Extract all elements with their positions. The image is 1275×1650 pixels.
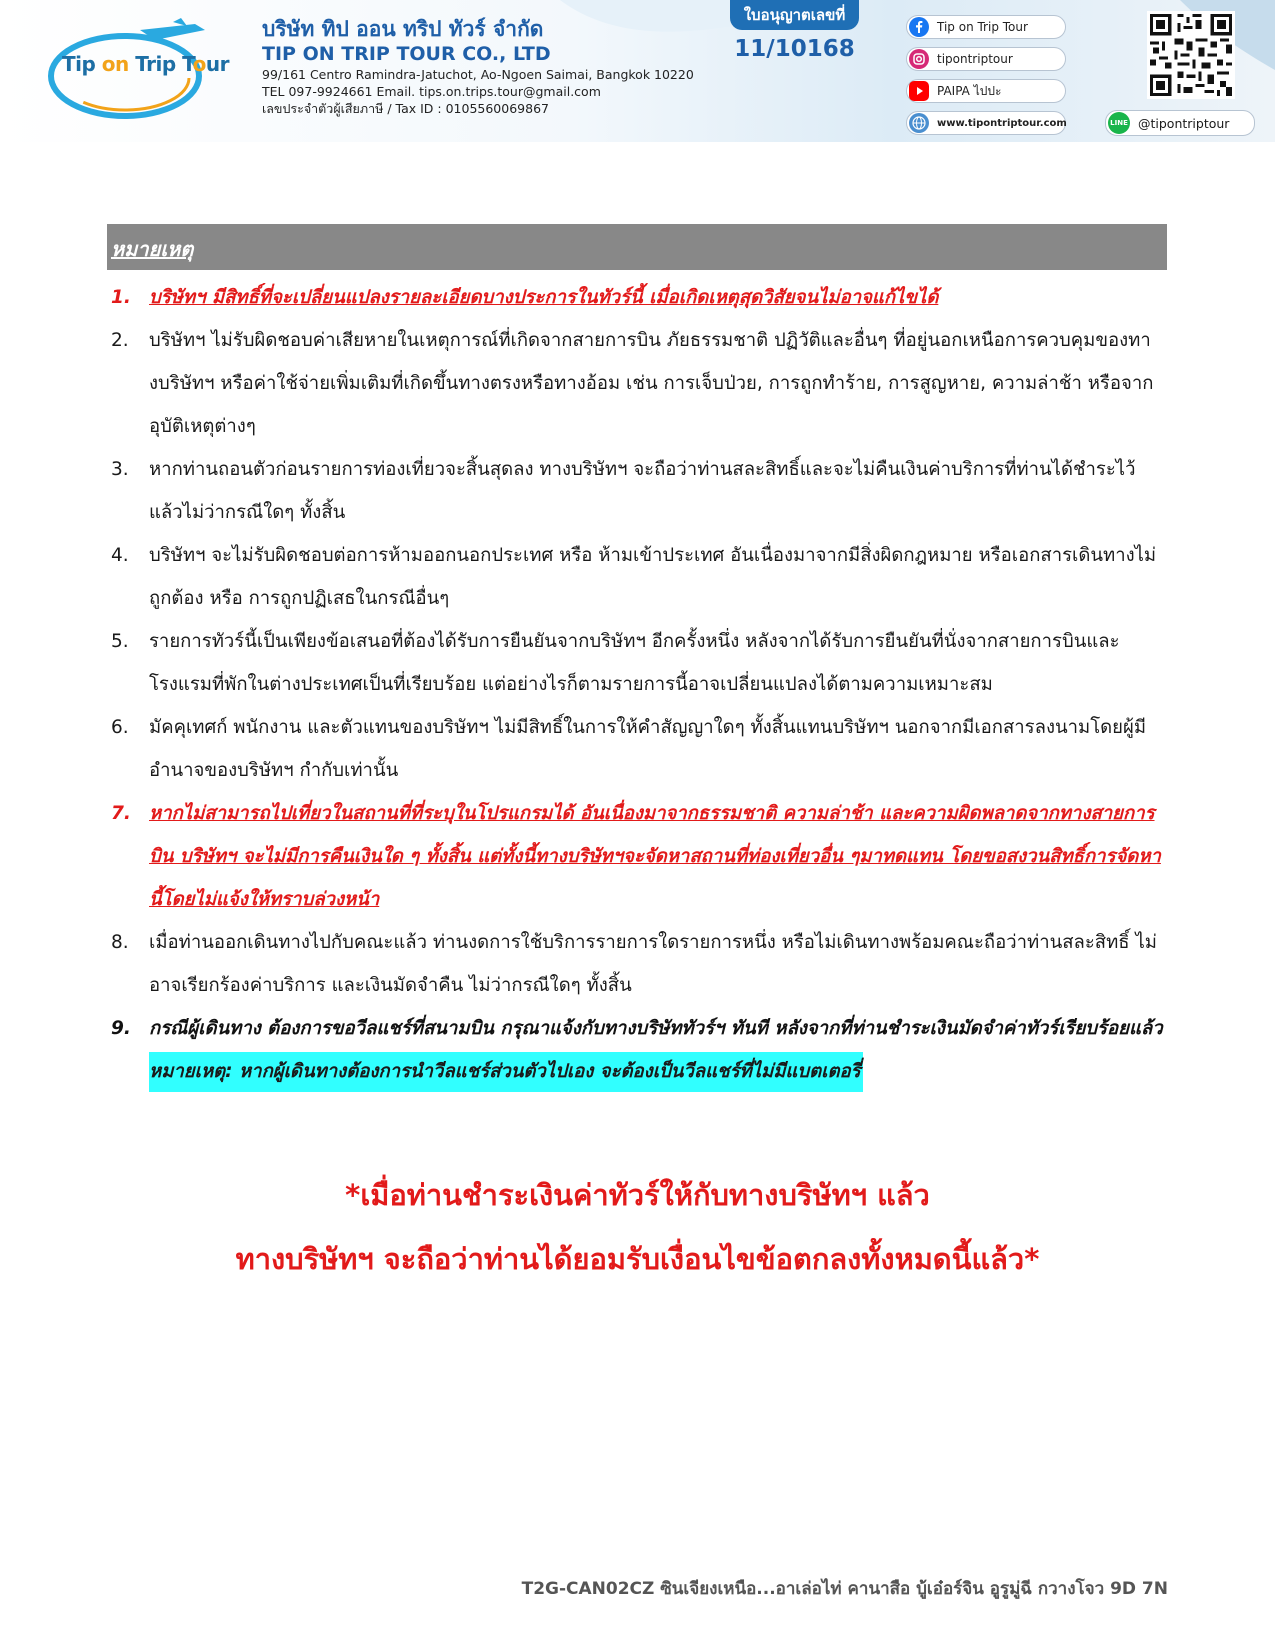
item-number: 6. xyxy=(111,717,129,738)
item-text: กรณีผู้เดินทาง ต้องการขอวีลแชร์ที่สนามบิน กรุณาแจ้งกับทางบริษัททัวร์ฯ ทันที หลังจากที่ท่านชำระเงินมัดจำค่าทัวร์เรียบร้อยแล้ว xyxy=(149,1018,1163,1039)
item-text: บริษัทฯ จะไม่รับผิดชอบต่อการห้ามออกนอกประเทศ หรือ ห้ามเข้าประเทศ อันเนื่องมาจากมีสิ่งผิดกฎหมาย หรือเอกสารเดินทางไม่ถูกต้อง หรือ การถูกปฏิเสธในกรณีอื่นๆ xyxy=(149,545,1157,609)
license-label: ใบอนุญาตเลขที่ xyxy=(730,0,860,30)
line-link[interactable]: LINE @tipontriptour xyxy=(1105,110,1255,136)
item-number: 8. xyxy=(111,932,129,953)
logo-wordmark: Tip on Trip Tour xyxy=(62,52,230,76)
list-item xyxy=(107,276,1167,319)
list-item xyxy=(107,620,1167,706)
list-item xyxy=(107,319,1167,448)
company-address: 99/161 Centro Ramindra-Jatuchot, Ao-Ngoen Saimai, Bangkok 10220 xyxy=(262,67,694,82)
list-item xyxy=(107,448,1167,534)
social-links xyxy=(906,15,1066,142)
item-number: 5. xyxy=(111,631,129,652)
item-text: หากท่านถอนตัวก่อนรายการท่องเที่ยวจะสิ้นสุดลง ทางบริษัทฯ จะถือว่าท่านสละสิทธิ์และจะไม่คืนเงินค่าบริการที่ท่านได้ชำระไว้แล้วไม่ว่ากรณีใดๆ ทั้งสิ้น xyxy=(149,459,1136,523)
youtube-icon xyxy=(909,81,929,101)
item-number: 2. xyxy=(111,330,129,351)
item-number: 4. xyxy=(111,545,129,566)
license-block xyxy=(712,0,877,62)
company-name-english: TIP ON TRIP TOUR CO., LTD xyxy=(262,43,551,65)
line-icon: LINE xyxy=(1108,112,1130,134)
youtube-link[interactable]: PAIPA ไปปะ xyxy=(906,79,1066,103)
footer-tour-code: T2G-CAN02CZ ซินเจียงเหนือ...อาเล่อไท่ คานาสือ บู้เอ๋อร์จิน อูรูมู่ฉี กวางโจว 9D 7N xyxy=(521,1579,1168,1599)
list-item xyxy=(107,792,1167,921)
list-item xyxy=(107,706,1167,792)
website-link[interactable]: www.tipontriptour.com xyxy=(906,111,1066,135)
qr-code xyxy=(1147,11,1235,99)
item-number: 1. xyxy=(111,287,131,308)
license-number: 11/10168 xyxy=(734,36,855,62)
item-number: 7. xyxy=(111,803,131,824)
letterhead xyxy=(0,0,1275,142)
wheelchair-note: หมายเหตุ: หากผู้เดินทางต้องการนำวีลแชร์ส่วนตัวไปเอง จะต้องเป็นวีลแชร์ที่ไม่มีแบตเตอรี่ xyxy=(149,1052,863,1092)
item-text: หากไม่สามารถไปเที่ยวในสถานที่ที่ระบุในโปรแกรมได้ อันเนื่องมาจากธรรมชาติ ความล่าช้า และความผิดพลาดจากทางสายการบิน บริษัทฯ จะไม่มีการคืนเงินใด ๆ ทั้งสิ้น แต่ทั้งนี้ทางบริษัทฯจะจัดหาสถานที่ท่องเที่ยวอื่น ๆมาทดแทน โดยขอสงวนสิทธิ์การจัดหานี้โดยไม่แจ้งให้ทราบล่วงหน้า xyxy=(149,803,1161,910)
item-text: บริษัทฯ มีสิทธิ์ที่จะเปลี่ยนแปลงรายละเอียดบางประการในทัวร์นี้ เมื่อเกิดเหตุสุดวิสัยจนไม่อาจแก้ไขได้ xyxy=(149,287,939,308)
item-number: 3. xyxy=(111,459,129,480)
company-info xyxy=(262,16,732,117)
globe-icon xyxy=(909,113,929,133)
company-name-thai: บริษัท ทิป ออน ทริป ทัวร์ จำกัด xyxy=(262,17,544,41)
list-item xyxy=(107,921,1167,1007)
company-contact: TEL 097-9924661 Email. tips.on.trips.tour@gmail.com xyxy=(262,84,601,99)
facebook-link[interactable]: Tip on Trip Tour xyxy=(906,15,1066,39)
instagram-icon xyxy=(909,49,929,69)
notes-list xyxy=(107,276,1167,1093)
instagram-link[interactable]: tipontriptour xyxy=(906,47,1066,71)
facebook-icon xyxy=(909,17,929,37)
item-text: มัคคุเทศก์ พนักงาน และตัวแทนของบริษัทฯ ไม่มีสิทธิ์ในการให้คำสัญญาใดๆ ทั้งสิ้นแทนบริษัทฯ นอกจากมีเอกสารลงนามโดยผู้มีอำนาจของบริษัทฯ กำกับเท่านั้น xyxy=(149,717,1147,781)
item-number: 9. xyxy=(111,1018,131,1039)
closing-line-2: ทางบริษัทฯ จะถือว่าท่านได้ยอมรับเงื่อนไขข้อตกลงทั้งหมดนี้แล้ว* xyxy=(235,1242,1040,1276)
notes-heading: หมายเหตุ xyxy=(111,237,194,261)
company-tax-id: เลขประจำตัวผู้เสียภาษี / Tax ID : 0105560069867 xyxy=(262,101,549,116)
item-text: บริษัทฯ ไม่รับผิดชอบค่าเสียหายในเหตุการณ์ที่เกิดจากสายการบิน ภัยธรรมชาติ ปฏิวัติและอื่นๆ ที่อยู่นอกเหนือการควบคุมของทางบริษัทฯ หรือค่าใช้จ่ายเพิ่มเติมที่เกิดขึ้นทางตรงหรือทางอ้อม เช่น การเจ็บป่วย, การถูกทำร้าย, การสูญหาย, ความล่าช้า หรือจากอุบัติเหตุต่างๆ xyxy=(149,330,1154,437)
list-item xyxy=(107,1007,1167,1093)
list-item xyxy=(107,534,1167,620)
item-text: รายการทัวร์นี้เป็นเพียงข้อเสนอที่ต้องได้รับการยืนยันจากบริษัทฯ อีกครั้งหนึ่ง หลังจากได้รับการยืนยันที่นั่งจากสายการบินและโรงแรมที่พักในต่างประเทศเป็นที่เรียบร้อย แต่อย่างไรก็ตามรายการนี้อาจเปลี่ยนแปลงได้ตามความเหมาะสม xyxy=(149,631,1120,695)
notes-heading-bar xyxy=(107,224,1167,270)
item-text: เมื่อท่านออกเดินทางไปกับคณะแล้ว ท่านงดการใช้บริการรายการใดรายการหนึ่ง หรือไม่เดินทางพร้อมคณะถือว่าท่านสละสิทธิ์ ไม่อาจเรียกร้องค่าบริการ และเงินมัดจำคืน ไม่ว่ากรณีใดๆ ทั้งสิ้น xyxy=(149,932,1157,996)
closing-line-1: *เมื่อท่านชำระเงินค่าทัวร์ให้กับทางบริษัทฯ แล้ว xyxy=(345,1178,930,1212)
